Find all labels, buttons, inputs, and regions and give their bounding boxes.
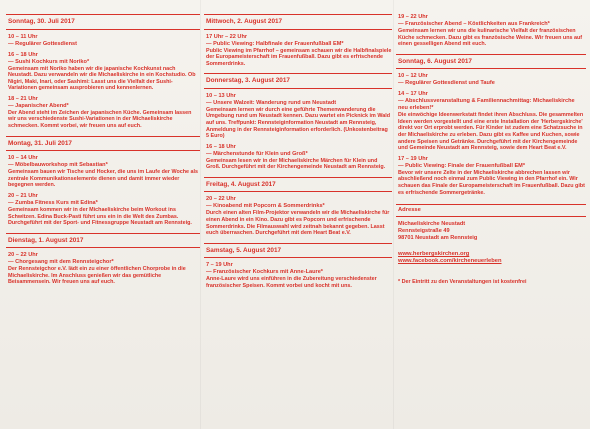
event-title: — Französischer Abend – Köstlichkeiten aus Frankreich* [398, 21, 550, 27]
event [8, 252, 200, 286]
event [206, 34, 392, 68]
event-time: 10 – 14 Uhr [8, 155, 38, 162]
fold-line [393, 0, 394, 429]
day-heading: Sonntag, 6. August 2017 [396, 54, 586, 70]
event-description: Durch einen alten Film-Projektor verwandeln wir die Michaeliskirche für einen Abend in ein Kino. Dazu gibt es Popcorn und erfrischende Sommerdrinks. Die Filmauswahl wird zeitnah bekannt gegeben. Lasst euch überraschen. Durchgeführt mit dem Heart Beat e.V. [206, 210, 390, 237]
event-time: 19 – 22 Uhr [398, 14, 428, 20]
event [398, 14, 586, 48]
event [8, 34, 200, 48]
event [206, 196, 392, 236]
event-time: 20 – 22 Uhr [206, 196, 236, 203]
event-time: 16 – 18 Uhr [8, 51, 38, 58]
event-title: — Sushi Kochkurs mit Noriko* [8, 58, 90, 65]
event-time: 17 Uhr – 22 Uhr [206, 33, 248, 40]
event-description: Bevor wir unsere Zelte in der Michaeliskirche abbrechen lassen wir abschließend noch einmal zum Public Viewing in den Pfarrhof ein. Wir schauen das Finale der Europameisterschaft im Frauenfußball. Dazu gibt es erfrischende Sommergetränke. [398, 169, 585, 196]
event-title: — Unsere Walzeit: Wanderung rund um Neustadt [206, 99, 337, 106]
address-block [398, 221, 586, 242]
event-title: — Märchenstunde für Klein und Groß* [206, 150, 308, 157]
event-time: 18 – 21 Uhr [8, 95, 38, 102]
event-title: — Public Viewing: Finale der Frauenfußball EM* [398, 162, 526, 169]
address-line: 98701 Neustadt am Rennsteig [398, 235, 478, 242]
day-heading: Samstag, 5. August 2017 [204, 243, 392, 259]
event-title: — Public Viewing: Halbfinale der Frauenfußball EM* [206, 40, 344, 47]
facebook-link[interactable]: www.facebook.com/kircheneuerleben [398, 258, 502, 265]
event-time: 7 – 19 Uhr [206, 262, 233, 269]
event-description: Public Viewing im Pfarrhof – gemeinsam schauen wir die Halbfinalspiele der Europameisterschaft im Frauenfußball. Dazu gibt es erfrischende Sommerdrinks. [206, 47, 392, 67]
event-description: Die einwöchige Ideenwerkstatt findet ihren Abschluss. Die gesammelten Ideen werden vorgestellt und eine erste Installation der 'Herbergskirche' direkt vor Ort erprobt werden. Für Kinder ist zudem eine Schatzsuche in der Michaeliskirche zu erleben. Dazu gibt es Kaffee und Kuchen, sowie andere Speisen und Getränke. Durchgeführt mit der Kirchengemeinde und Gemeinde Neustadt am Rennsteig, sowie dem Heart Beat e.V. [398, 112, 584, 152]
day-heading: Dienstag, 1. August 2017 [6, 233, 200, 249]
event-time: 10 – 12 Uhr [398, 73, 428, 80]
event-description: Gemeinsam mit Noriko haben wir die japanische Kochkunst nach Neustadt. Dazu verwandeln wir die Michaeliskirche in ein Kochstudio. Ob Nigiri, Maki, Inari, oder Sashimi: Lasst uns die Vielfalt der Sushi-Variationen gemeinsam ausprobieren und kennenlernen. [8, 65, 196, 92]
day-heading: Montag, 31. Juli 2017 [6, 136, 200, 152]
links [396, 251, 586, 265]
event-time: 16 – 18 Uhr [206, 143, 236, 150]
event-title: — Möbelbauworkshop mit Sebastian* [8, 162, 108, 169]
event-time: 10 – 13 Uhr [206, 92, 236, 99]
event-description: Gemeinsam lernen wir uns die kulinarische Vielfalt der französischen Küche schmecken. Dazu gibt es französische Weine. Wir freuen uns auf einen gesselligen Abend mit euch. [398, 28, 583, 48]
column-1 [6, 0, 200, 429]
event [8, 96, 200, 130]
event [398, 156, 586, 196]
event-description: Anne-Laure wird uns einführen in die Zubereitung verschiedenster französischer Speisen. Kommt vorbei und kocht mit uns. [206, 276, 377, 289]
event-title: — Regulärer Gottesdienst und Taufe [398, 80, 495, 87]
event-description: Der Abend steht im Zeichen der japanischen Küche. Gemeinsam lassen wir uns verschiedenste Sushi-Variationen in der Michaeliskirche schmecken. Kommt vorbei, wir freuen uns auf euch. [8, 109, 192, 130]
day-heading: Mittwoch, 2. August 2017 [204, 14, 392, 30]
day-heading: Sonntag, 30. Juli 2017 [6, 14, 200, 30]
event [398, 73, 586, 87]
address-line: Rennsteigstraße 49 [398, 228, 450, 235]
website-link[interactable]: www.herbergskirchen.org [398, 251, 470, 258]
event [206, 262, 392, 289]
event-description: Gemeinsam lesen wir in der Michaeliskirche Märchen für Klein und Groß. Durchgeführt mit der Kirchengemeinde Neustadt am Rennsteig. [206, 157, 386, 171]
footnote: * Der Eintritt zu den Veranstaltungen ist kostenfrei [398, 279, 527, 286]
event-title: — Japanischer Abend* [8, 102, 69, 109]
column-3 [396, 0, 586, 429]
event [398, 91, 586, 152]
fold-line [200, 0, 201, 429]
event-description: Gemeinsam bauen wir Tische und Hocker, die uns im Laufe der Woche als zentrale Kommunikationselemente dienen und damit immer wieder begegnen werden. [8, 169, 199, 189]
event [8, 155, 200, 189]
event [206, 144, 392, 171]
event-title: — Chorgesang mit dem Rennsteigchor* [8, 259, 114, 266]
event-description: Gemeinsam kommen wir in der Michaeliskirche beim Workout ins Schwitzen. Edina Buck-Pasti führt uns ein in die Welt des Zumbas. Durchgeführt mit der Sport- und Fitnessgruppe Neustadt am Rennsteig. [8, 206, 192, 227]
day-heading: Freitag, 4. August 2017 [204, 177, 392, 193]
event-description: Der Rennsteigchor e.V. lädt ein zu einer öffentlichen Chorprobe in die Michaeliskirche. Im Anschluss genießen wir das gemütliche Beisammensein. Wir freuen uns auf euch. [8, 266, 186, 286]
day-heading: Donnerstag, 3. August 2017 [204, 73, 392, 89]
event-title: — Kinoabend mit Popcorn & Sommerdrinks* [206, 203, 325, 210]
event-title: — Zumba Fitness Kurs mit Edina* [8, 199, 98, 206]
address-heading: Adresse [396, 204, 586, 217]
event-time: 14 – 17 Uhr [398, 91, 428, 98]
event-description: Gemeinsam lernen wir durch eine geführte Themenwanderung die Umgebung rund um Neustadt kennen. Dazu wartet ein Picknick im Wald auf uns. Treffpunkt: Rennsteiginformation Neustadt am Rennsteig, Anmeldung in der Rennsteiginformation erforderlich. (Unkostenbeitrag 5 Euro) [206, 106, 391, 140]
address-line: Michaeliskirche Neustadt [398, 221, 466, 228]
column-2 [204, 0, 392, 429]
event-title: — Regulärer Gottesdienst [8, 40, 78, 47]
event-time: 17 – 19 Uhr [398, 155, 428, 162]
event-time: 10 – 11 Uhr [8, 33, 38, 40]
event [8, 52, 200, 92]
event [206, 93, 392, 140]
event-time: 20 – 21 Uhr [8, 192, 38, 199]
event-title: — Abschlussveranstaltung & Familiennachmittag: Michaeliskirche neu erleben!* [398, 98, 575, 112]
event-title: — Französischer Kochkurs mit Anne-Laure* [206, 269, 323, 276]
event [8, 193, 200, 227]
event-time: 20 – 22 Uhr [8, 252, 38, 259]
